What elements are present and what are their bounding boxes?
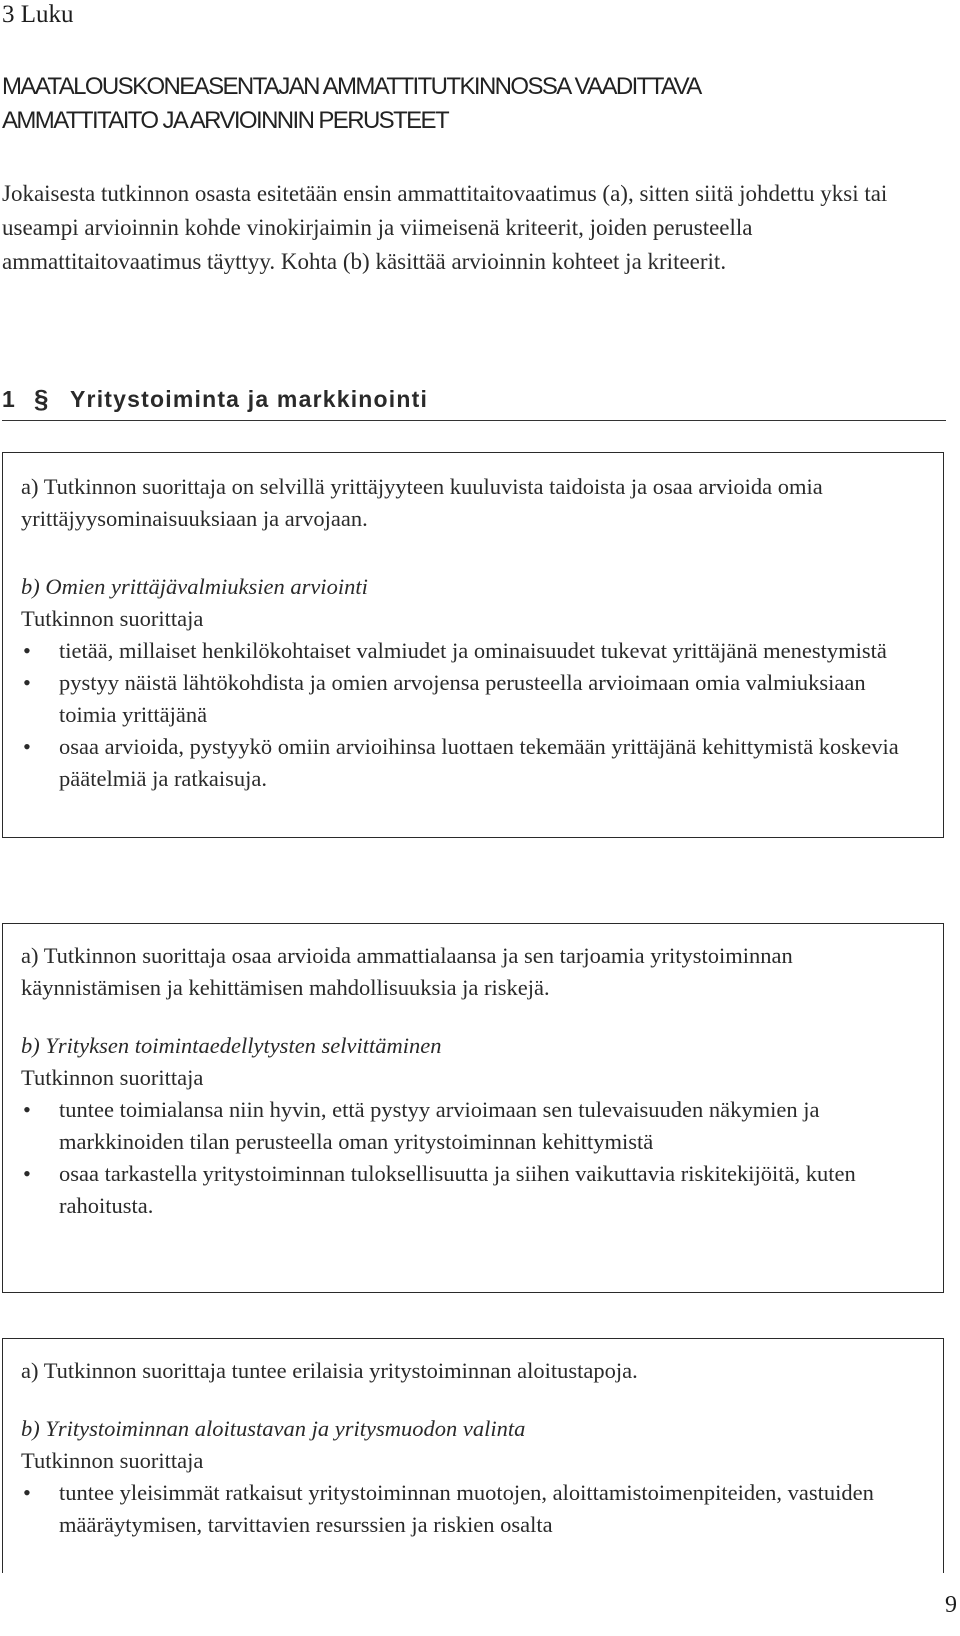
criteria-item-text: tietää, millaiset henkilökohtaiset valmiudet ja ominaisuudet tukevat yrittäjänä menestymistä [59, 638, 887, 663]
requirement-text: a) Tutkinnon suorittaja tuntee erilaisia yritystoiminnan aloitustapoja. [21, 1358, 638, 1383]
page-title [2, 70, 952, 138]
intro-paragraph: Jokaisesta tutkinnon osasta esitetään ensin ammattitaitovaatimus (a), sitten siitä johdettu yksi tai useampi arvioinnin kohde vinokirjaimin ja viimeisenä kriteerit, joiden perusteella ammattitaitovaatimus täyttyy. Kohta (b) käsittää arvioinnin kohteet ja kriteerit. [2, 181, 888, 274]
requirement-box [2, 923, 944, 1293]
criteria-subject: Tutkinnon suorittaja [21, 606, 204, 631]
bullet-icon: • [23, 734, 31, 759]
criteria-item [21, 1158, 925, 1222]
bullet-icon: • [23, 670, 31, 695]
page-title-line: AMMATTITAITO JA ARVIOINNIN PERUSTEET [2, 107, 449, 134]
chapter-label: 3 Luku [2, 1, 74, 28]
criteria-item [21, 1094, 925, 1158]
criteria-item [21, 667, 925, 731]
criteria-list [21, 635, 925, 795]
criteria-title: b) Yritystoiminnan aloitustavan ja yritysmuodon valinta [21, 1416, 526, 1441]
requirement-text: a) Tutkinnon suorittaja osaa arvioida ammattialaansa ja sen tarjoamia yritystoiminnan käynnistämisen ja kehittämisen mahdollisuuksia ja riskejä. [21, 943, 793, 1000]
criteria-title: b) Omien yrittäjävalmiuksien arviointi [21, 574, 368, 599]
criteria-item [21, 635, 925, 667]
page-title-line: MAATALOUSKONEASENTAJAN AMMATTITUTKINNOSSA VAADITTAVA [2, 73, 701, 100]
criteria-item [21, 1477, 925, 1541]
criteria-item-text: pystyy näistä lähtökohdista ja omien arvojensa perusteella arvioimaan omia valmiuksiaan toimia yrittäjänä [59, 670, 866, 727]
criteria-item-text: tuntee yleisimmät ratkaisut yritystoiminnan muotojen, aloittamistoimenpiteiden, vastuiden määräytymisen, tarvittavien resurssien ja riskien osalta [59, 1480, 874, 1537]
requirement-box [2, 1338, 944, 1573]
bullet-icon: • [23, 1480, 31, 1505]
criteria-list [21, 1477, 925, 1541]
criteria-subject: Tutkinnon suorittaja [21, 1065, 204, 1090]
criteria-subject: Tutkinnon suorittaja [21, 1448, 204, 1473]
section-sign-icon: § [34, 384, 50, 414]
criteria-item-text: tuntee toimialansa niin hyvin, että pystyy arvioimaan sen tulevaisuuden näkymien ja markkinoiden tilan perusteella oman yritystoiminnan kehittymistä [59, 1097, 820, 1154]
criteria-list [21, 1094, 925, 1222]
page-number: 9 [945, 1592, 957, 1618]
criteria-item [21, 731, 925, 795]
criteria-item-text: osaa arvioida, pystyykö omiin arvioihinsa luottaen tekemään yrittäjänä kehittymistä koskevia päätelmiä ja ratkaisuja. [59, 734, 899, 791]
section-title: Yritystoiminta ja markkinointi [70, 386, 429, 412]
criteria-title: b) Yrityksen toimintaedellytysten selvittäminen [21, 1033, 442, 1058]
criteria-item-text: osaa tarkastella yritystoiminnan tuloksellisuutta ja siihen vaikuttavia riskitekijöitä, kuten rahoitusta. [59, 1161, 856, 1218]
section-number: 1 [2, 386, 16, 412]
section-heading [2, 382, 946, 421]
bullet-icon: • [23, 1097, 31, 1122]
bullet-icon: • [23, 1161, 31, 1186]
bullet-icon: • [23, 638, 31, 663]
requirement-box [2, 452, 944, 838]
requirement-text: a) Tutkinnon suorittaja on selvillä yrittäjyyteen kuuluvista taidoista ja osaa arvioida omia yrittäjyysominaisuuksiaan ja arvojaan. [21, 474, 823, 531]
